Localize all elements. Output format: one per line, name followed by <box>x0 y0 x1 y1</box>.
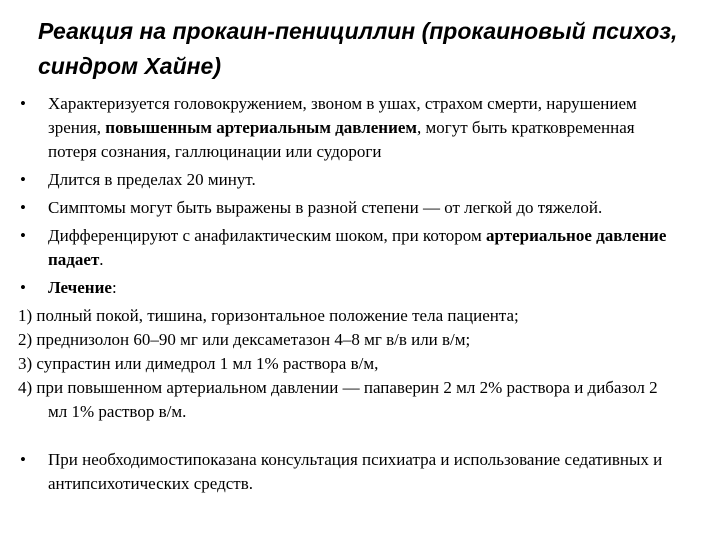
treatment-label: Лечение <box>48 278 112 297</box>
bullet-treatment <box>18 276 678 300</box>
bullet-marker: • <box>20 198 26 217</box>
bullet-symptoms <box>18 92 678 164</box>
bullet-bold-text: артериальное давление падает <box>48 226 667 269</box>
bullet-text: . <box>99 250 104 269</box>
bullet-marker: • <box>20 226 26 245</box>
bullet-text: Дифференцируют с анафилактическим шоком, при котором <box>48 226 486 245</box>
bullet-severity <box>18 196 678 220</box>
treatment-item-1: 1) полный покой, тишина, горизонтальное положение тела пациента; <box>18 306 519 325</box>
bullet-text: Длится в пределах 20 минут. <box>48 170 256 189</box>
bullet-marker: • <box>20 278 26 297</box>
bullet-text: , могут быть кратковременная потеря сознания, галлюцинации или судороги <box>48 118 635 161</box>
bullet-text: При необходимостипоказана консультация психиатра и использование седативных и антипсихотических средств. <box>48 450 663 493</box>
spacer <box>18 424 678 448</box>
bullet-text: Характеризуется головокружением, звоном в ушах, страхом смерти, нарушением зрения, <box>48 94 637 137</box>
slide-title: Реакция на прокаин-пенициллин (прокаиновый психоз, синдром Хайне) <box>38 18 678 79</box>
treatment-item-3: 3) супрастин или димедрол 1 мл 1% раствора в/м, <box>18 354 379 373</box>
treatment-item-2: 2) преднизолон 60–90 мг или дексаметазон 4–8 мг в/в или в/м; <box>18 330 471 349</box>
bullet-marker: • <box>20 170 26 189</box>
bullet-bold-text: повышенным артериальным давлением <box>105 118 418 137</box>
treatment-colon: : <box>111 278 117 297</box>
bullet-marker: • <box>20 450 26 469</box>
treatment-item-4: 4) при повышенном артериальном давлении — папаверин 2 мл 2% раствора и дибазол 2 мл 1% раствор в/м. <box>18 378 658 421</box>
bullet-duration <box>18 168 678 192</box>
bullet-text: Симптомы могут быть выражены в разной степени — от легкой до тяжелой. <box>48 198 603 217</box>
bullet-marker: • <box>20 94 26 113</box>
bullet-differential <box>18 224 678 272</box>
slide-content <box>18 92 678 500</box>
bullet-psychiatrist <box>18 448 678 496</box>
